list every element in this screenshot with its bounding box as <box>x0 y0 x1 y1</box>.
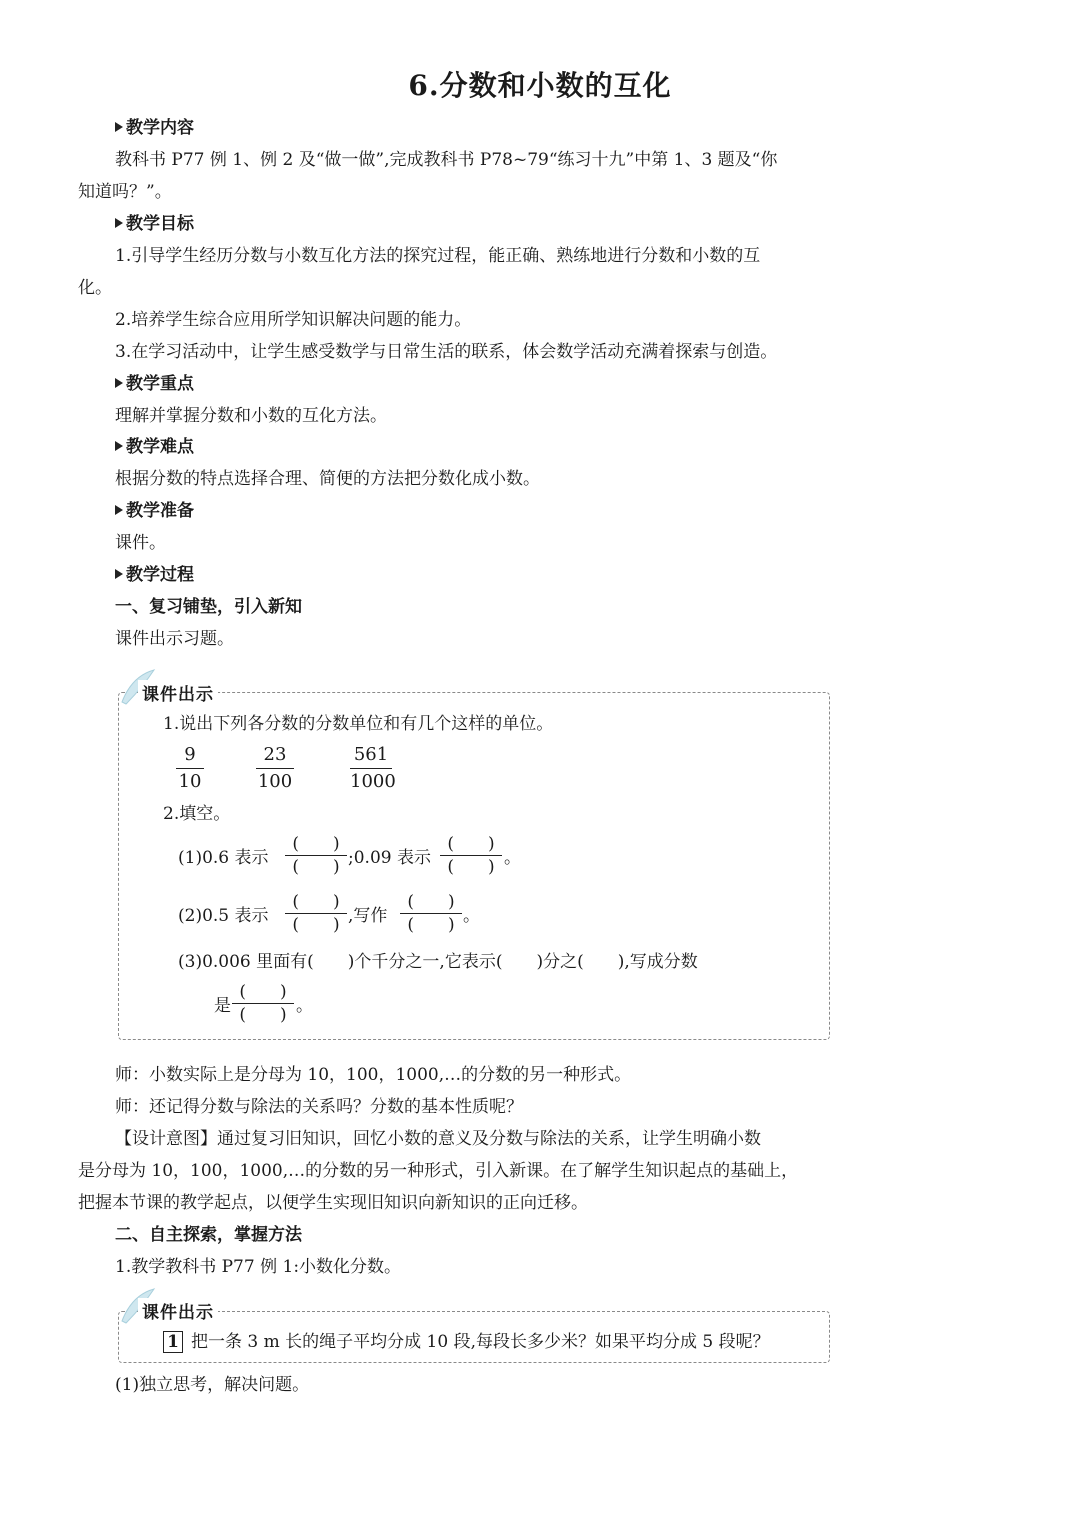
q2-2-end: 。 <box>463 906 480 926</box>
process-heading: 教学过程 <box>115 563 194 587</box>
q1-text: 1.说出下列各分数的分数单位和有几个这样的单位。 <box>163 714 554 734</box>
fraction-blank[interactable]: ( ) ( ) <box>440 834 502 877</box>
fraction-blank[interactable]: ( ) ( ) <box>285 834 347 877</box>
design-intent-3: 把握本节课的教学起点，以便学生实现旧知识向新知识的正向迁移。 <box>78 1193 588 1213</box>
fraction-23-100: 23 100 <box>257 744 293 792</box>
prep-text: 课件。 <box>115 533 166 553</box>
difficulty-text: 根据分数的特点选择合理、简便的方法把分数化成小数。 <box>115 469 540 489</box>
courseware-tag-2: 课件出示 <box>138 1298 218 1323</box>
design-intent-2: 是分母为 10，100，1000,…的分数的另一种形式，引入新课。在了解学生知识起点的基础上， <box>78 1161 799 1181</box>
step2-heading: 二、自主探索，掌握方法 <box>115 1225 302 1245</box>
page-title: 6.分数和小数的互化 <box>408 69 672 102</box>
key-text: 理解并掌握分数和小数的互化方法。 <box>115 406 387 426</box>
q2-3-text: (3)0.006 里面有( )个千分之一,它表示( )分之( ),写成分数 <box>178 952 698 972</box>
teacher-line-1: 师：小数实际上是分母为 10，100，1000,…的分数的另一种形式。 <box>115 1065 632 1085</box>
prep-heading: 教学准备 <box>115 499 194 523</box>
q2-text: 2.填空。 <box>163 804 231 824</box>
fraction-blank[interactable]: ( ) ( ) <box>400 892 462 935</box>
goal-3: 3.在学习活动中，让学生感受数学与日常生活的联系，体会数学活动充满着探索与创造。 <box>115 342 778 362</box>
fraction-561-1000: 561 1000 <box>350 744 396 792</box>
triangle-icon <box>115 122 123 132</box>
content-text-1: 教科书 P77 例 1、例 2 及“做一做”,完成教科书 P78~79“练习十九”中第 1、3 题及“你 <box>115 150 778 170</box>
goal-1a: 1.引导学生经历分数与小数互化方法的探究过程，能正确、熟练地进行分数和小数的互 <box>115 246 761 266</box>
fraction-blank[interactable]: ( ) ( ) <box>285 892 347 935</box>
triangle-icon <box>115 378 123 388</box>
q2-2-label-b: ,写作 <box>348 906 388 926</box>
difficulty-heading: 教学难点 <box>115 435 194 459</box>
q2-1-label-b: ;0.09 表示 <box>348 848 431 868</box>
fraction-9-10: 9 10 <box>176 744 204 793</box>
fraction-blank[interactable]: ( ) ( ) <box>232 982 294 1025</box>
key-heading: 教学重点 <box>115 372 194 396</box>
step1-heading: 一、复习铺垫，引入新知 <box>115 597 302 617</box>
q2-3-label: 是 <box>214 996 231 1016</box>
triangle-icon <box>115 505 123 515</box>
q2-2-label-a: (2)0.5 表示 <box>178 906 269 926</box>
q2-3-end: 。 <box>296 996 313 1016</box>
goal-2: 2.培养学生综合应用所学知识解决问题的能力。 <box>115 310 472 330</box>
step2-text: 1.教学教科书 P77 例 1:小数化分数。 <box>115 1257 402 1277</box>
goal-heading: 教学目标 <box>115 212 194 236</box>
triangle-icon <box>115 441 123 451</box>
courseware-tag-1: 课件出示 <box>138 680 218 705</box>
content-text-2: 知道吗？”。 <box>78 182 172 202</box>
triangle-icon <box>115 218 123 228</box>
design-intent-1: 【设计意图】通过复习旧知识，回忆小数的意义及分数与除法的关系，让学生明确小数 <box>115 1129 761 1149</box>
example-number: 1 <box>163 1331 183 1353</box>
triangle-icon <box>115 569 123 579</box>
teacher-line-2: 师：还记得分数与除法的关系吗？分数的基本性质呢？ <box>115 1097 523 1117</box>
example-1: 1 把一条 3 m 长的绳子平均分成 10 段,每段长多少米？如果平均分成 5 段呢？ <box>163 1330 770 1354</box>
q2-1-end: 。 <box>504 848 521 868</box>
content-heading: 教学内容 <box>115 116 194 140</box>
q2-1-label-a: (1)0.6 表示 <box>178 848 269 868</box>
final-step-text: (1)独立思考，解决问题。 <box>115 1375 310 1395</box>
step1-text: 课件出示习题。 <box>115 629 234 649</box>
goal-1b: 化。 <box>78 278 112 298</box>
